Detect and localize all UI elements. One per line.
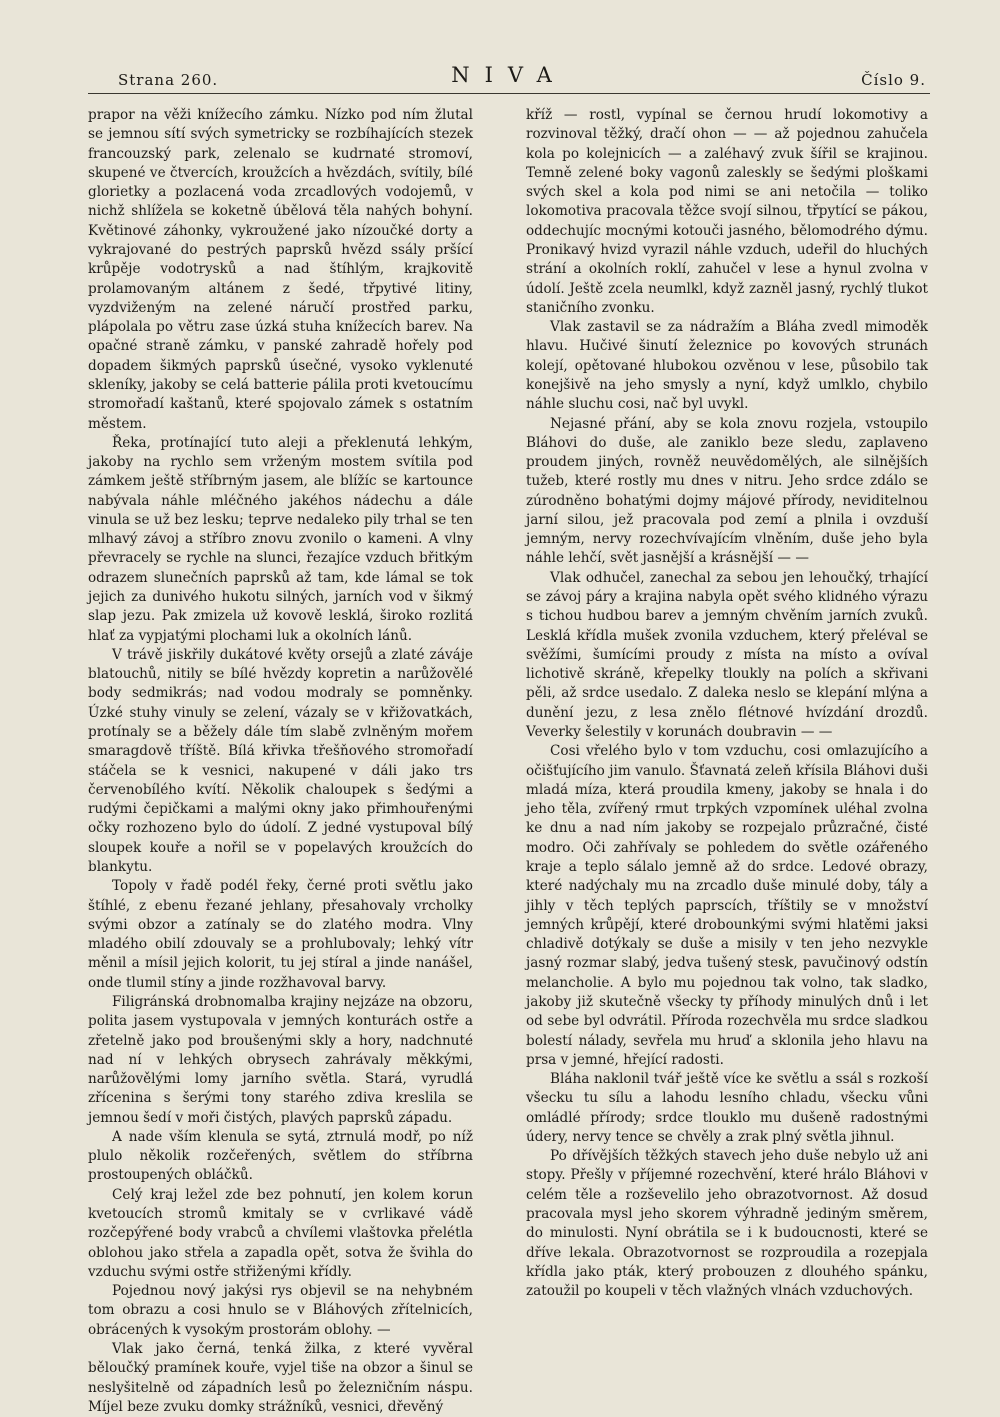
right-column bbox=[526, 106, 928, 1301]
page-header bbox=[88, 63, 930, 94]
paragraph: Vlak odhučel, zanechal za sebou jen lehoučký, trhající se závoj páry a krajina nabyla opět svého klidného výrazu s tichou hudbou barev a jemným chvěním jarních zvuků. Lesklá křídla mušek zvonila vzduchem, který přeléval se svěžími, šumícími proudy z místa na místo a ovíval lichotivě skráně, křepelky tloukly na polích a skřivani pěli, až srdce usedalo. Z daleka neslo se klepání mlýna a dunění jezu, z lesa znělo flétnové hvízdání drozdů. Veverky šelestily v korunách doubravin — — bbox=[526, 569, 928, 740]
issue-number: Číslo 9. bbox=[861, 71, 926, 89]
paragraph: Vlak zastavil se za nádražím a Bláha zvedl mimoděk hlavu. Hučivé šinutí železnice po kovových strunách kolejí, opětované hlubokou ozvěnou v lese, působilo tak konejšivě na jeho smysly a nyní, když umlklo, chybilo náhle sluchu cosi, nač byl uvykl. bbox=[526, 319, 928, 413]
page-number: Strana 260. bbox=[118, 71, 219, 89]
paragraph: V trávě jiskřily dukátové květy orsejů a zlaté záváje blatouchů, nitily se bílé hvězdy kopretin a narůžovělé body sedmikrás; nad vodou modraly se pomněnky. Úzké stuhy vinuly se zelení, vázaly se v křižovatkách, protínaly se a běžely dále tím slabě zvlněným mořem smaragdově tříště. Bílá křivka třešňového stromořadí stáčela se k vesnici, nakupené v dáli jako trs červenobílého kvítí. Několik chaloupek s šedými a rudými čepičkami a malými okny jako přimhouřenými očky rozhozeno bylo do údolí. Z jedné vystupoval bílý sloupek kouře a nořil se v popelavých kroužcích do blankytu. bbox=[88, 646, 473, 875]
paragraph: Pojednou nový jakýsi rys objevil se na nehybném tom obrazu a cosi hnulo se v Bláhových zřítelnicích, obrácených k vysokým prostorám oblohy. — bbox=[88, 1283, 473, 1338]
paragraph: Cosi vřelého bylo v tom vzduchu, cosi omlazujícího a očišťujícího jim vanulo. Šťavnatá zeleň křísila Bláhovi duši mladá míza, která proudila kmeny, jakoby se hnala i do jeho těla, zvířený rmut trpkých vzpomínek uléhal zvolna ke dnu a nad ním jakoby se rozpejalo průzračné, čisté modro. Oči zahřívaly se pohledem do světle ozářeného kraje a teplo sálalo jemně až do srdce. Ledové obrazy, které nadýchaly mu na zrcadlo duše minulé doby, tály a jihly v těch teplých paprscích, tříštily se v množství jemných krůpějí, které drobounkými svými hlatěmi jaksi chladivě dotýkaly se duše a misily v ten jeho nezvykle jasný rozmar slabý, jedva tušený stesk, pavučinový odstín melancholie. A bylo mu pojednou tak volno, tak sladko, jakoby již skutečně všecky ty příhody minulých dnů i let od sebe byl odvrátil. Příroda rozechvěla mu srdce sladkou bolestí nálady, sevřela mu hruď a sklonila jeho hlavu na prsa v jemné, hřející radosti. bbox=[526, 743, 928, 1068]
paragraph: A nade vším klenula se sytá, ztrnulá modř, po níž plulo několik rozčeřených, světlem do stříbrna prostoupených obláčků. bbox=[88, 1128, 473, 1184]
magazine-title: NIVA bbox=[451, 63, 567, 87]
paragraph: Bláha naklonil tvář ještě více ke světlu a ssál s rozkoší všecku tu sílu a lahodu lesního chladu, všecku vůni omládlé přírody; srdce tlouklo mu dušeně radostnými údery, nervy tence se chvěly a zrak plný světla jihnul. bbox=[526, 1071, 928, 1145]
paragraph: Filigránská drobnomalba krajiny nejzáze na obzoru, polita jasem vystupovala v jemných konturách ostře a zřetelně jako pod broušenými skly a hory, nadchnuté nad ní v lehkých obrysech zahrávaly měkkými, narůžovělými lomy jarního světla. Stará, vyrudlá zřícenina s šerými tony starého zdiva kreslila se jemnou šedí v moři čistých, plavých paprsků západu. bbox=[88, 993, 473, 1126]
paragraph: Celý kraj ležel zde bez pohnutí, jen kolem korun kvetoucích stromů kmitaly se v cvrlikavé vádě rozčepýřené body vrabců a chvílemi vlaštovka přelétla oblohou jako střela a zapadla opět, sotva že švihla do vzduchu svými ostře střiženými křídly. bbox=[88, 1186, 473, 1280]
paragraph: prapor na věži knížecího zámku. Nízko pod ním žlutal se jemnou sítí svých symetricky se rozbíhajících stezek francouzský park, zelenalo se kudrnaté stromoví, skupené ve čtvercích, kroužcích a hvězdách, svítily, bílé glorietky a pozlacená voda zrcadlových vodojemů, v nichž shlížela se koketně úbělová těla nahých bohyní. Květinové záhonky, vykroužené jako nízoučké dorty a vykrajované do pestrých paprsků hvězd ssály pršící krůpěje vodotrysků a nad štíhlým, krajkovitě prolamovaným altánem z šedé, třpytivé litiny, vyzdviženým na zelené náručí prostřed parku, plápolala po větru zase úzká stuha knížecích barev. Na opačné straně zámku, v panské zahradě hořely pod dopadem šikmých paprsků úsečné, vysoko vyklenuté skleníky, jakoby se celá batterie pálila proti kvetoucímu stromořadí kaštanů, které spojovalo zámek s ostatním městem. bbox=[88, 107, 473, 432]
paragraph: Vlak jako černá, tenká žilka, z které vyvěral běloučký pramínek kouře, vyjel tiše na obzor a šinul se neslyšitelně od západních lesů po železničním náspu. Míjel beze zvuku domky strážníků, vesnici, dřevěný bbox=[88, 1341, 473, 1415]
paragraph: Topoly v řadě podél řeky, černé proti světlu jako štíhlé, z ebenu řezané jehlany, přesahovaly vrcholky svými obzor a zatínaly se do zlatého modra. Vlny mladého obilí zdouvaly se a prohlubovaly; lehký vítr měnil a mísil jejich kolorit, tu jej stíral a jinde nanášel, onde tlumil stíny a jinde rozžhavoval barvy. bbox=[88, 878, 473, 991]
paragraph: Řeka, protínající tuto aleji a překlenutá lehkým, jakoby na rychlo sem vrženým mostem svítila pod zámkem ještě stříbrným jasem, ale blížíc se kartounce nabývala náhle mléčného jakéhos nádechu a dále vinula se už bez lesku; teprve nedaleko pily trhal se ten mlhavý závoj a stříbro znovu zvonilo o kameni. A vlny převracely se rychle na slunci, řezajíce vzduch břitkým odrazem slunečních paprsků až tam, kde lámal se tok jejich za dunivého hukotu silných, jarních vod v šikmý slap jezu. Pak zmizela už kovově lesklá, široko rozlitá hlať za vypjatými plochami luk a okolních lánů. bbox=[88, 434, 473, 644]
paragraph: kříž — rostl, vypínal se černou hrudí lokomotivy a rozvinoval těžký, dračí ohon — — až pojednou zahučela kola po kolejnicích — a zaléhavý zvuk šířil se krajinou. Temně zelené boky vagonů zaleskly se šedými ploškami svých skel a kola pod nimi se ani netočila — toliko lokomotiva pracovala těžce svojí silnou, třpytící se pákou, oddechujíc mocnými kotouči jasného, bělomodrého dýmu. Pronikavý hvizd vyrazil náhle vzduch, udeřil do hluchých strání a okolních roklí, zahučel v lese a hynul zvolna v údolí. Ještě zcela neumlkl, když zazněl jasný, rychlý tlukot staničního zvonku. bbox=[526, 107, 928, 316]
left-column bbox=[88, 106, 473, 1417]
paragraph: Po dřívějších těžkých stavech jeho duše nebylo už ani stopy. Přešly v příjemné rozechvění, které hrálo Bláhovi v celém těle a rozševelilo jeho obrazotvornost. Až dosud pracovala mysl jeho skorem výhradně jediným směrem, do minulosti. Nyní obrátila se i k budoucnosti, které se dříve lekala. Obrazotvornost se rozproudila a rozepjala křídla jako pták, který probouzen z dlouhého spánku, zatoužil po koupeli v těch vlažných vlnách vzduchových. bbox=[526, 1148, 928, 1300]
paragraph: Nejasné přání, aby se kola znovu rozjela, vstoupilo Bláhovi do duše, ale zaniklo beze sledu, zaplaveno proudem jiných, rovněž neuvědomělých, ale silnějších tužeb, které rostly mu dnes v nitru. Jeho srdce zdálo se zúrodněno bohatými dojmy májové přírody, neviditelnou jarní silou, jež pracovala pod zemí a plnila i ovzduší jemným, nervy rozechvívajícím vlněním, duše jeho byla náhle lehčí, svět jasnější a krásnější — — bbox=[526, 415, 928, 567]
